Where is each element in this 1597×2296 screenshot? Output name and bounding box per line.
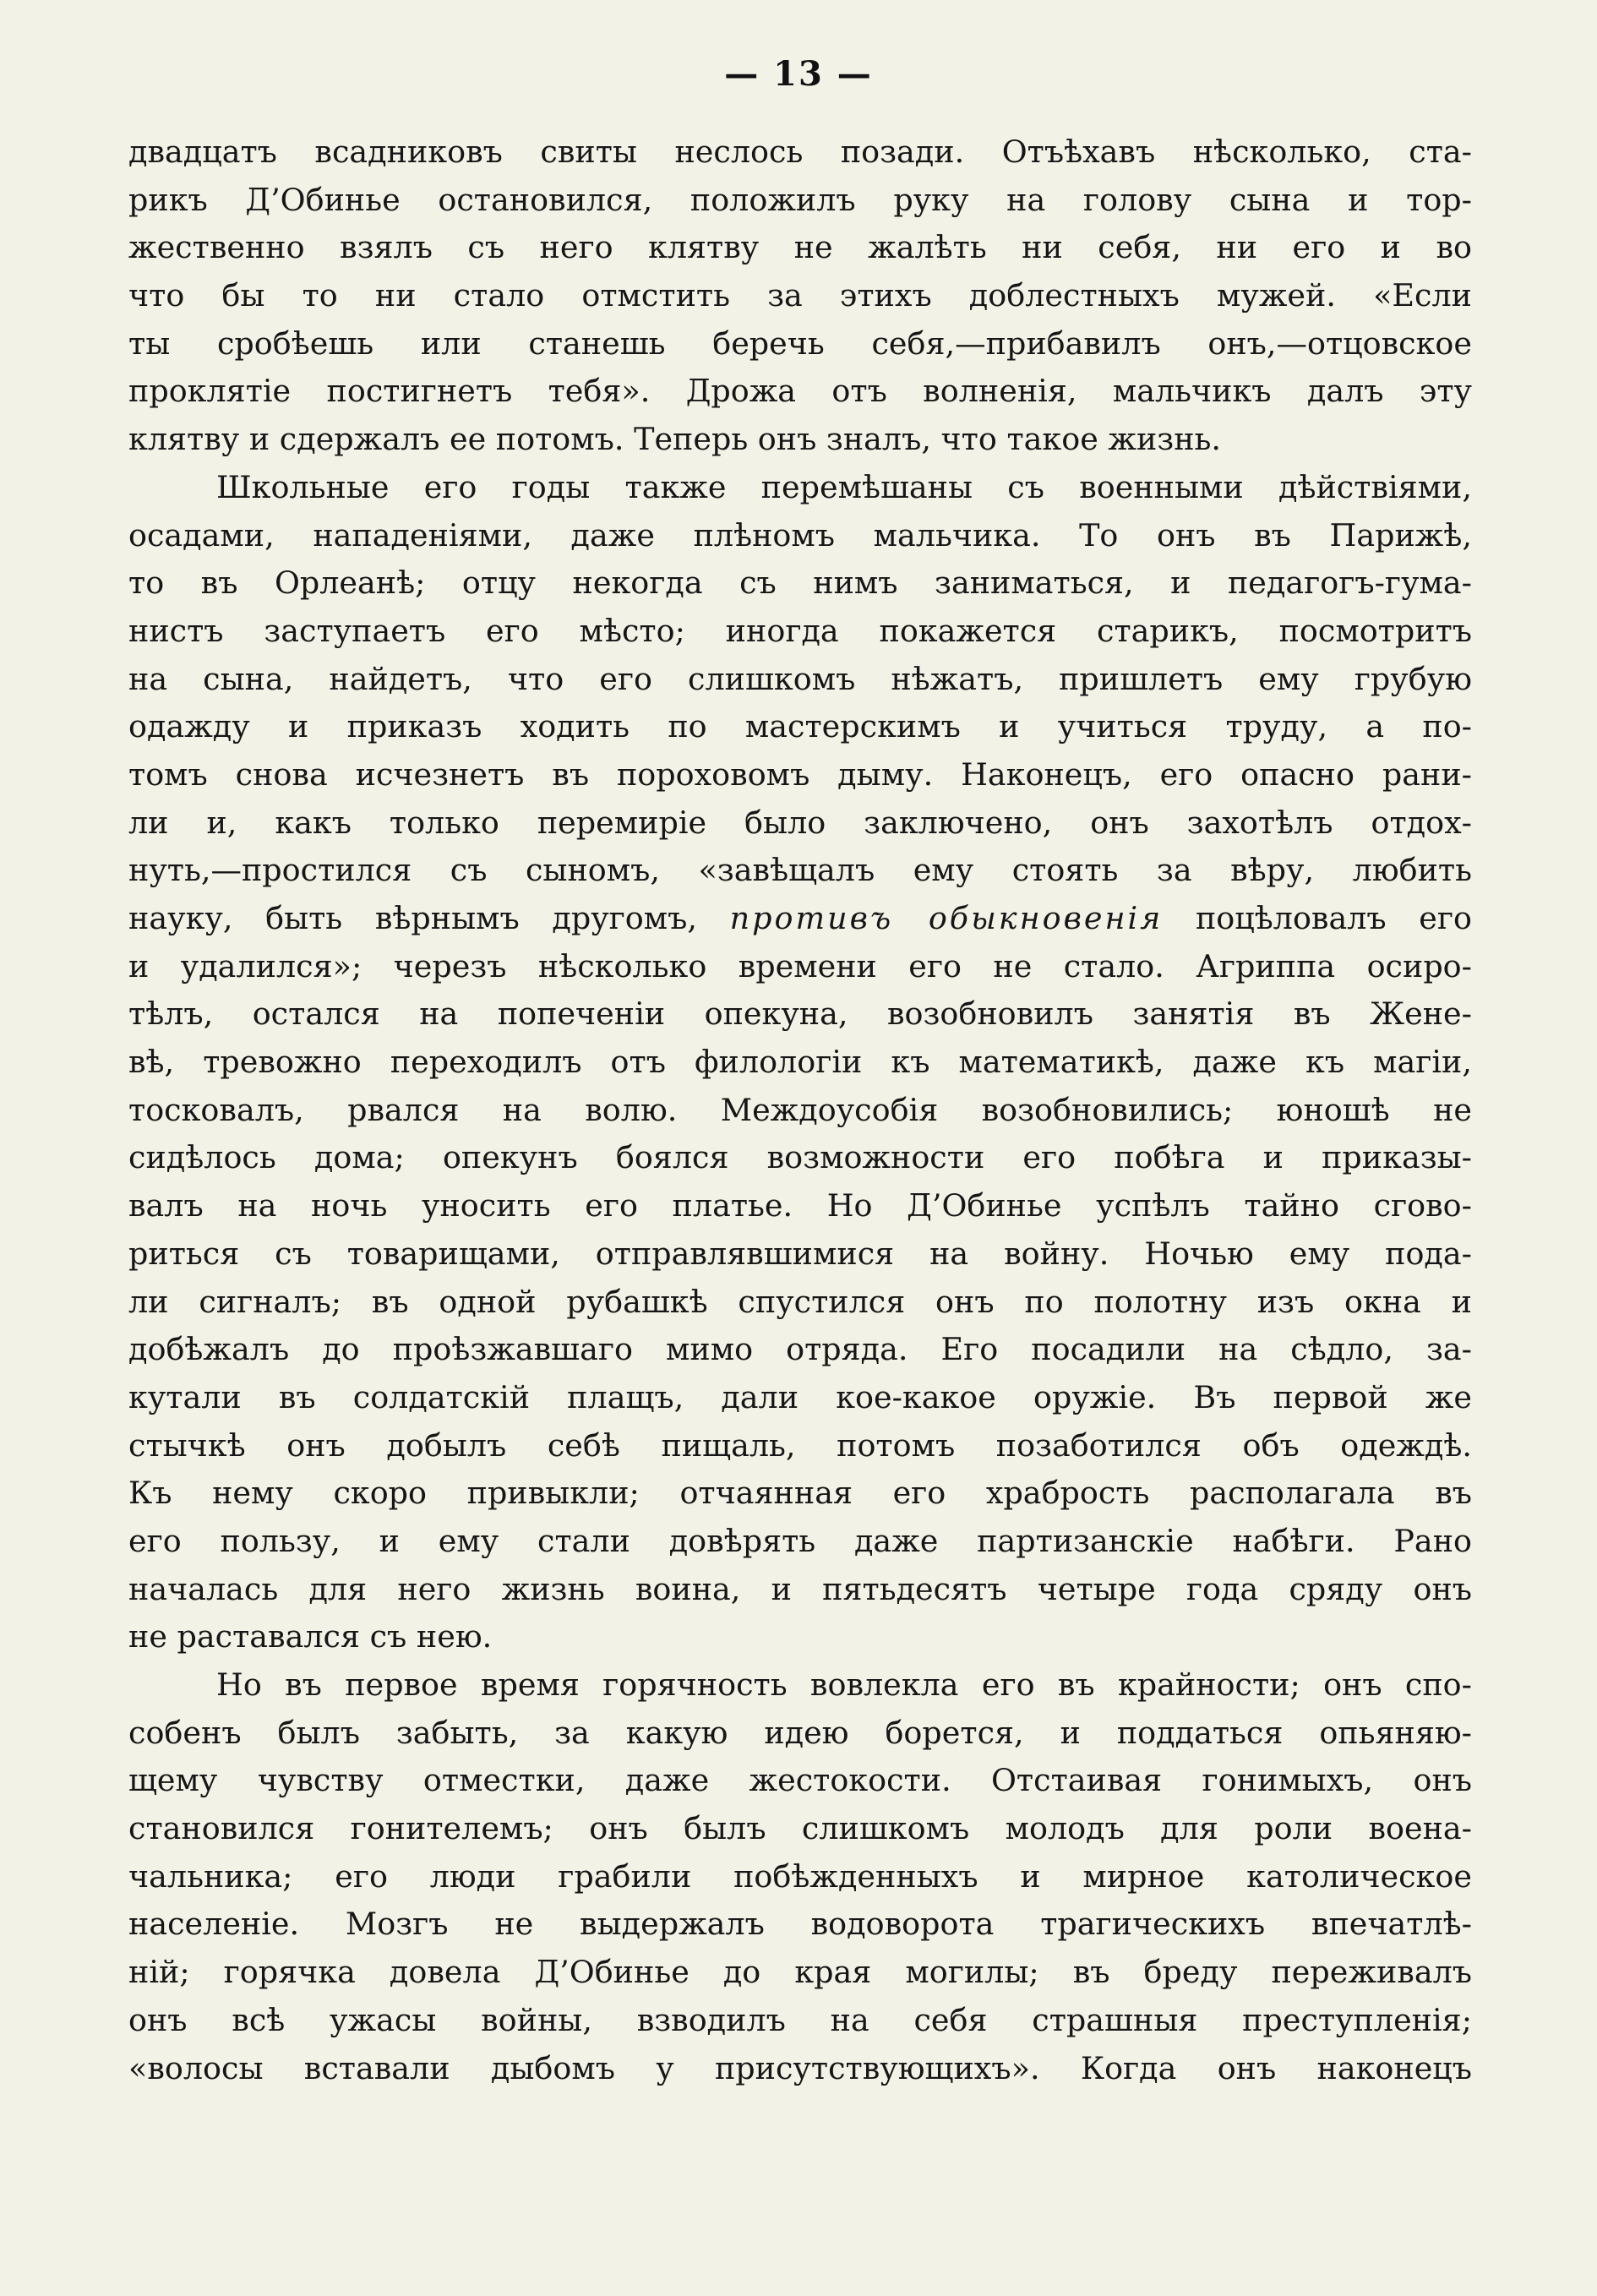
- text-line: собенъ былъ забыть, за какую идею борется, и поддаться опьяняю-: [128, 1714, 1472, 1751]
- text-line: Школьные его годы также перемѣшаны съ военными дѣйствіями,: [216, 468, 1472, 505]
- text-line: его пользу, и ему стали довѣрять даже партизанскіе набѣги. Рано: [128, 1522, 1472, 1559]
- text-line: валъ на ночь уносить его платье. Но Д’Обинье успѣлъ тайно сгово-: [128, 1187, 1472, 1224]
- text-line: что бы то ни стало отмстить за этихъ доблестныхъ мужей. «Если: [128, 277, 1472, 314]
- text-line: осадами, нападеніями, даже плѣномъ мальчика. То онъ въ Парижѣ,: [128, 516, 1472, 554]
- text-line: на сына, найдетъ, что его слишкомъ нѣжатъ, пришлетъ ему грубую: [128, 660, 1472, 697]
- text-segment: науку, быть вѣрнымъ другомъ,: [128, 900, 697, 936]
- emphasized-text: противъ обыкновенія: [729, 900, 1164, 936]
- text-line: проклятіе постигнетъ тебя». Дрожа отъ волненія, мальчикъ далъ эту: [128, 373, 1472, 410]
- body-text: [128, 128, 1472, 2092]
- text-line: ній; горячка довела Д’Обинье до края могилы; въ бреду переживалъ: [128, 1954, 1472, 1991]
- text-line: населеніе. Мозгъ не выдержалъ водоворота трагическихъ впечатлѣ-: [128, 1906, 1472, 1943]
- text-line: и удалился»; черезъ нѣсколько времени его не стало. Агриппа осиро-: [128, 947, 1472, 984]
- text-line: кутали въ солдатскій плащъ, дали кое-какое оружіе. Въ первой же: [128, 1378, 1472, 1415]
- text-line: жественно взялъ съ него клятву не жалѣть ни себя, ни его и во: [128, 229, 1472, 266]
- text-line: ли сигналъ; въ одной рубашкѣ спустился онъ по полотну изъ окна и: [128, 1283, 1472, 1320]
- text-line: сидѣлось дома; опекунъ боялся возможности его побѣга и приказы-: [128, 1139, 1472, 1176]
- page-number: — 13 —: [724, 54, 873, 94]
- text-line: нуть,—простился съ сыномъ, «завѣщалъ ему стоять за вѣру, любить: [128, 852, 1472, 889]
- text-line: Но въ первое время горячность вовлекла его въ крайности; онъ спо-: [216, 1666, 1472, 1703]
- text-line: нистъ заступаетъ его мѣсто; иногда покажется старикъ, посмотритъ: [128, 612, 1472, 649]
- text-line: онъ всѣ ужасы войны, взводилъ на себя страшныя преступленія;: [128, 2001, 1472, 2038]
- text-line-with-emphasis: [128, 895, 1472, 943]
- text-line: риться съ товарищами, отправлявшимися на войну. Ночью ему пода-: [128, 1235, 1472, 1272]
- text-line: рикъ Д’Обинье остановился, положилъ руку на голову сына и тор-: [128, 181, 1472, 218]
- text-line: томъ снова исчезнетъ въ пороховомъ дыму. Наконецъ, его опасно рани-: [128, 755, 1472, 793]
- text-line: чальника; его люди грабили побѣжденныхъ и мирное католическое: [128, 1857, 1472, 1895]
- text-line: щему чувству отместки, даже жестокости. Отстаивая гонимыхъ, онъ: [128, 1762, 1472, 1799]
- text-line: тѣлъ, остался на попеченіи опекуна, возобновилъ занятія въ Жене-: [128, 995, 1472, 1033]
- text-line: не раставался съ нею.: [128, 1618, 493, 1655]
- text-line: «волосы вставали дыбомъ у присутствующихъ». Когда онъ наконецъ: [128, 2049, 1472, 2086]
- text-segment: поцѣловалъ его: [1195, 900, 1472, 936]
- text-line: тосковалъ, рвался на волю. Междоусобія возобновились; юношѣ не: [128, 1091, 1472, 1128]
- text-line: то въ Орлеанѣ; отцу некогда съ нимъ заниматься, и педагогъ-гума-: [128, 564, 1472, 602]
- text-line: стычкѣ онъ добылъ себѣ пищаль, потомъ позаботился объ одеждѣ.: [128, 1426, 1472, 1464]
- text-line: двадцатъ всадниковъ свиты неслось позади. Отъѣхавъ нѣсколько, ста-: [128, 134, 1472, 170]
- text-line: клятву и сдержалъ ее потомъ. Теперь онъ зналъ, что такое жизнь.: [128, 421, 1222, 458]
- text-line: началась для него жизнь воина, и пятьдесятъ четыре года сряду онъ: [128, 1570, 1472, 1607]
- text-line: добѣжалъ до проѣзжавшаго мимо отряда. Его посадили на сѣдло, за-: [128, 1331, 1472, 1368]
- text-line: вѣ, тревожно переходилъ отъ филологіи къ математикѣ, даже къ магіи,: [128, 1044, 1472, 1081]
- text-line: Къ нему скоро привыкли; отчаянная его храбрость располагала въ: [128, 1475, 1472, 1512]
- text-line: одажду и приказъ ходить по мастерскимъ и учиться труду, а по-: [128, 708, 1472, 745]
- text-line: становился гонителемъ; онъ былъ слишкомъ молодъ для роли воена-: [128, 1810, 1472, 1847]
- text-line: ли и, какъ только перемиріе было заключено, онъ захотѣлъ отдох-: [128, 804, 1472, 841]
- text-line: ты сробѣешь или станешь беречь себя,—прибавилъ онъ,—отцовское: [128, 324, 1472, 362]
